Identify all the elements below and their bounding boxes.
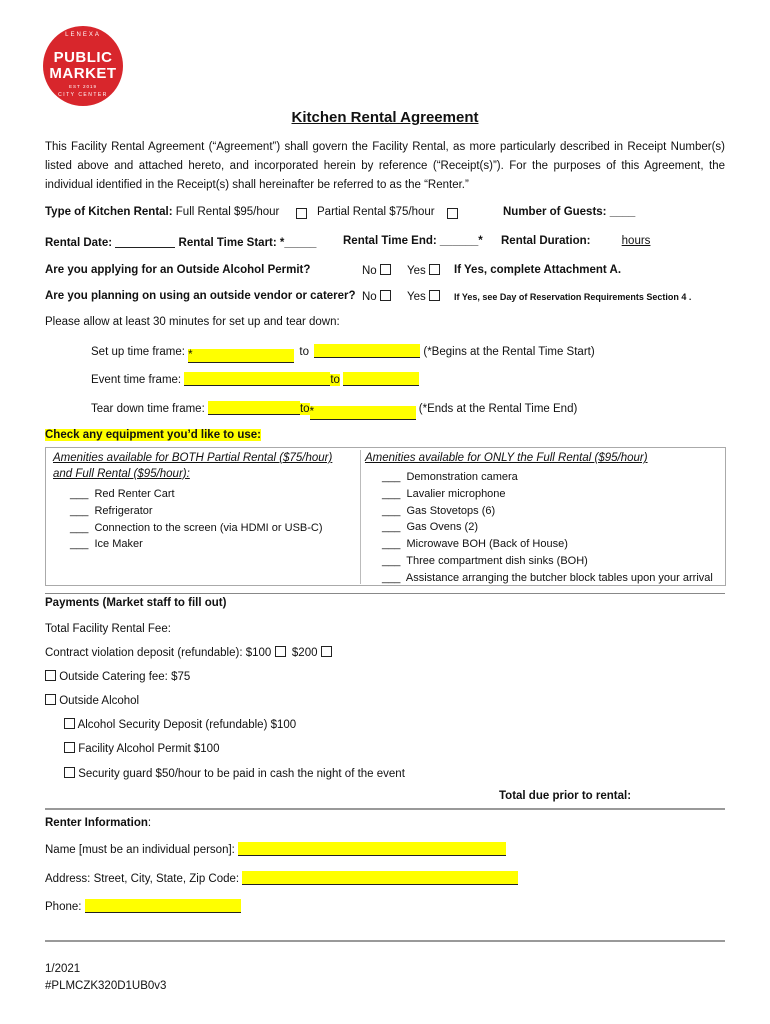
outside-alcohol-label: Outside Alcohol: [59, 695, 140, 707]
alcohol-no-label: No: [362, 265, 377, 277]
guests-field[interactable]: Number of Guests: ____: [503, 206, 636, 218]
event-to: to: [330, 374, 340, 386]
payments-divider: [45, 593, 725, 594]
teardown-label: Tear down time frame:: [91, 403, 205, 415]
setup-intro: Please allow at least 30 minutes for set up and tear down:: [45, 316, 340, 328]
alcohol-permit-checkbox[interactable]: [64, 742, 75, 753]
both-amenities-heading-1: Amenities available for BOTH Partial Rental ($75/hour): [53, 452, 333, 464]
outside-alcohol-checkbox[interactable]: [45, 694, 56, 705]
public-market-logo: [43, 26, 123, 106]
item-blank: ___: [382, 521, 401, 534]
equipment-item[interactable]: [70, 520, 323, 537]
vendor-note: If Yes, see Day of Reservation Requirements Section 4 .: [454, 292, 692, 302]
deposit-label: Contract violation deposit (refundable): $100: [45, 647, 272, 659]
security-row: [64, 767, 405, 780]
total-due-label: Total due prior to rental:: [499, 790, 632, 802]
rental-duration-field[interactable]: hours: [621, 235, 651, 247]
teardown-star: *: [309, 406, 315, 418]
vendor-yes-checkbox[interactable]: [429, 290, 440, 301]
renter-address-row: [45, 871, 518, 885]
event-end-field[interactable]: [343, 372, 419, 386]
rental-duration-row: [501, 235, 650, 247]
alcohol-yes-option: [407, 264, 440, 277]
catering-row: [45, 670, 190, 683]
item-label: Three compartment dish sinks (BOH): [406, 554, 588, 567]
setup-star: *: [188, 349, 193, 361]
equipment-item[interactable]: [70, 536, 323, 553]
catering-checkbox[interactable]: [45, 670, 56, 681]
teardown-to: to: [299, 403, 310, 415]
total-divider: [45, 808, 725, 810]
setup-begins-note: (*Begins at the Rental Time Start): [423, 346, 595, 358]
equipment-item[interactable]: [382, 553, 713, 570]
intro-paragraph: This Facility Rental Agreement (“Agreement”) shall govern the Facility Rental, as more particularly described in Receipt Number(s) listed above and attached hereto, and incorporated herein by reference (“Receipt(s)”). For the purposes of this Agreement, the individual identified in the Receipt(s) shall hereinafter be referred to as the “Renter.”: [45, 141, 725, 191]
setup-label: Set up time frame:: [91, 346, 185, 358]
equipment-item[interactable]: [382, 570, 713, 587]
rental-type-label: Type of Kitchen Rental:: [45, 206, 173, 218]
item-label: Gas Stovetops (6): [406, 504, 496, 517]
equipment-item[interactable]: [382, 519, 713, 536]
item-label: Lavalier microphone: [406, 487, 506, 500]
item-label: Microwave BOH (Back of House): [406, 538, 568, 551]
alcohol-deposit-row: [64, 718, 296, 731]
item-blank: ___: [382, 571, 401, 584]
rental-end-field[interactable]: Rental Time End: ______*: [343, 235, 483, 247]
equipment-heading: Check any equipment you’d like to use:: [45, 429, 261, 441]
equipment-divider: [360, 450, 361, 584]
renter-name-row: [45, 842, 506, 856]
alcohol-permit-row: [64, 742, 219, 755]
alcohol-no-checkbox[interactable]: [380, 264, 391, 275]
rental-duration-label: Rental Duration:: [501, 235, 591, 247]
event-row: [91, 372, 419, 386]
deposit-row: [45, 646, 332, 659]
teardown-end-field[interactable]: [310, 406, 416, 420]
vendor-question: Are you planning on using an outside vendor or caterer?: [45, 290, 356, 302]
security-checkbox[interactable]: [64, 767, 75, 778]
item-label: Connection to the screen (via HDMI or USB-C): [94, 521, 323, 534]
alcohol-no-option: [362, 264, 391, 277]
renter-phone-row: [45, 899, 241, 913]
renter-heading-row: Renter Information:: [45, 817, 152, 829]
item-blank: ___: [382, 538, 401, 551]
partial-rental-option: Partial Rental $75/hour: [317, 206, 435, 218]
setup-to: to: [299, 346, 309, 358]
setup-row: [91, 344, 595, 363]
rental-type-row: [45, 206, 279, 218]
renter-address-label: Address: Street, City, State, Zip Code:: [45, 873, 240, 885]
item-blank: ___: [382, 487, 401, 500]
equipment-item[interactable]: [382, 486, 713, 503]
outside-alcohol-row: [45, 694, 139, 707]
logo-top-text: LENEXA: [65, 32, 101, 38]
item-blank: ___: [70, 488, 89, 500]
teardown-row: [91, 401, 577, 420]
item-blank: ___: [70, 538, 89, 551]
full-amenities-list: [382, 469, 713, 587]
deposit-200-checkbox[interactable]: [321, 646, 332, 657]
renter-heading: Renter Information: [45, 817, 148, 829]
alcohol-deposit-label: Alcohol Security Deposit (refundable) $100: [77, 719, 297, 731]
item-label: Assistance arranging the butcher block tables upon your arrival: [405, 571, 713, 584]
alcohol-note: If Yes, complete Attachment A.: [454, 264, 622, 276]
equipment-item[interactable]: [382, 503, 713, 520]
equipment-item[interactable]: [70, 486, 323, 503]
renter-name-field[interactable]: [238, 842, 506, 856]
teardown-start-field[interactable]: [208, 401, 300, 415]
item-label: Demonstration camera: [406, 471, 518, 483]
equipment-item[interactable]: [382, 469, 713, 486]
equipment-item[interactable]: [70, 503, 323, 520]
both-amenities-heading-2: and Full Rental ($95/hour):: [53, 468, 190, 480]
event-label: Event time frame:: [91, 374, 182, 386]
item-label: Ice Maker: [94, 538, 143, 551]
alcohol-deposit-checkbox[interactable]: [64, 718, 75, 729]
rental-date-label: Rental Date:: [45, 237, 113, 249]
alcohol-permit-label: Facility Alcohol Permit $100: [78, 743, 220, 755]
page-title: Kitchen Rental Agreement: [291, 109, 479, 126]
item-blank: ___: [70, 504, 89, 517]
deposit-200-label: $200: [291, 647, 318, 659]
renter-phone-field[interactable]: [85, 899, 241, 913]
item-label: Gas Ovens (2): [406, 521, 479, 534]
item-blank: ___: [382, 471, 401, 483]
vendor-yes-label: Yes: [407, 291, 426, 303]
full-rental-option: Full Rental $95/hour: [175, 206, 280, 218]
item-label: Red Renter Cart: [94, 488, 175, 500]
rental-start-field[interactable]: Rental Time Start: *_____: [178, 237, 317, 249]
setup-start-field[interactable]: [188, 349, 294, 363]
full-rental-checkbox[interactable]: [296, 208, 307, 219]
vendor-no-option: [362, 290, 391, 303]
rental-date-row: [45, 235, 316, 249]
total-fee-field[interactable]: Total Facility Rental Fee:: [45, 623, 171, 635]
vendor-no-label: No: [362, 291, 377, 303]
footer-code: #PLMCZK320D1UB0v3: [45, 980, 167, 992]
partial-rental-checkbox[interactable]: [447, 208, 458, 219]
renter-address-field[interactable]: [242, 871, 518, 885]
alcohol-yes-label: Yes: [407, 265, 426, 277]
item-blank: ___: [382, 554, 401, 567]
alcohol-question: Are you applying for an Outside Alcohol Permit?: [45, 264, 311, 276]
vendor-no-checkbox[interactable]: [380, 290, 391, 301]
renter-phone-label: Phone:: [45, 901, 82, 913]
setup-end-field[interactable]: [314, 344, 420, 358]
rental-date-field[interactable]: [115, 235, 175, 248]
item-blank: ___: [382, 504, 401, 517]
footer-divider: [45, 940, 725, 942]
event-start-field[interactable]: [184, 372, 330, 386]
equipment-item[interactable]: [382, 536, 713, 553]
logo-line-1: PUBLIC: [53, 49, 113, 66]
payments-heading: Payments (Market staff to fill out): [45, 597, 227, 609]
teardown-ends-note: (*Ends at the Rental Time End): [418, 403, 578, 415]
vendor-yes-option: [407, 290, 440, 303]
deposit-100-checkbox[interactable]: [275, 646, 286, 657]
both-amenities-list: [70, 486, 323, 553]
logo-est: EST 2019: [69, 84, 97, 89]
alcohol-yes-checkbox[interactable]: [429, 264, 440, 275]
item-blank: ___: [70, 521, 89, 534]
security-label: Security guard $50/hour to be paid in cash the night of the event: [78, 768, 405, 780]
logo-bottom-text: CITY CENTER: [58, 92, 108, 98]
item-label: Refrigerator: [94, 504, 153, 517]
renter-name-label: Name [must be an individual person]:: [45, 844, 235, 856]
footer-date: 1/2021: [45, 963, 81, 975]
catering-label: Outside Catering fee: $75: [59, 671, 191, 683]
logo-line-2: MARKET: [49, 65, 117, 82]
full-amenities-heading: Amenities available for ONLY the Full Rental ($95/hour): [365, 452, 648, 464]
